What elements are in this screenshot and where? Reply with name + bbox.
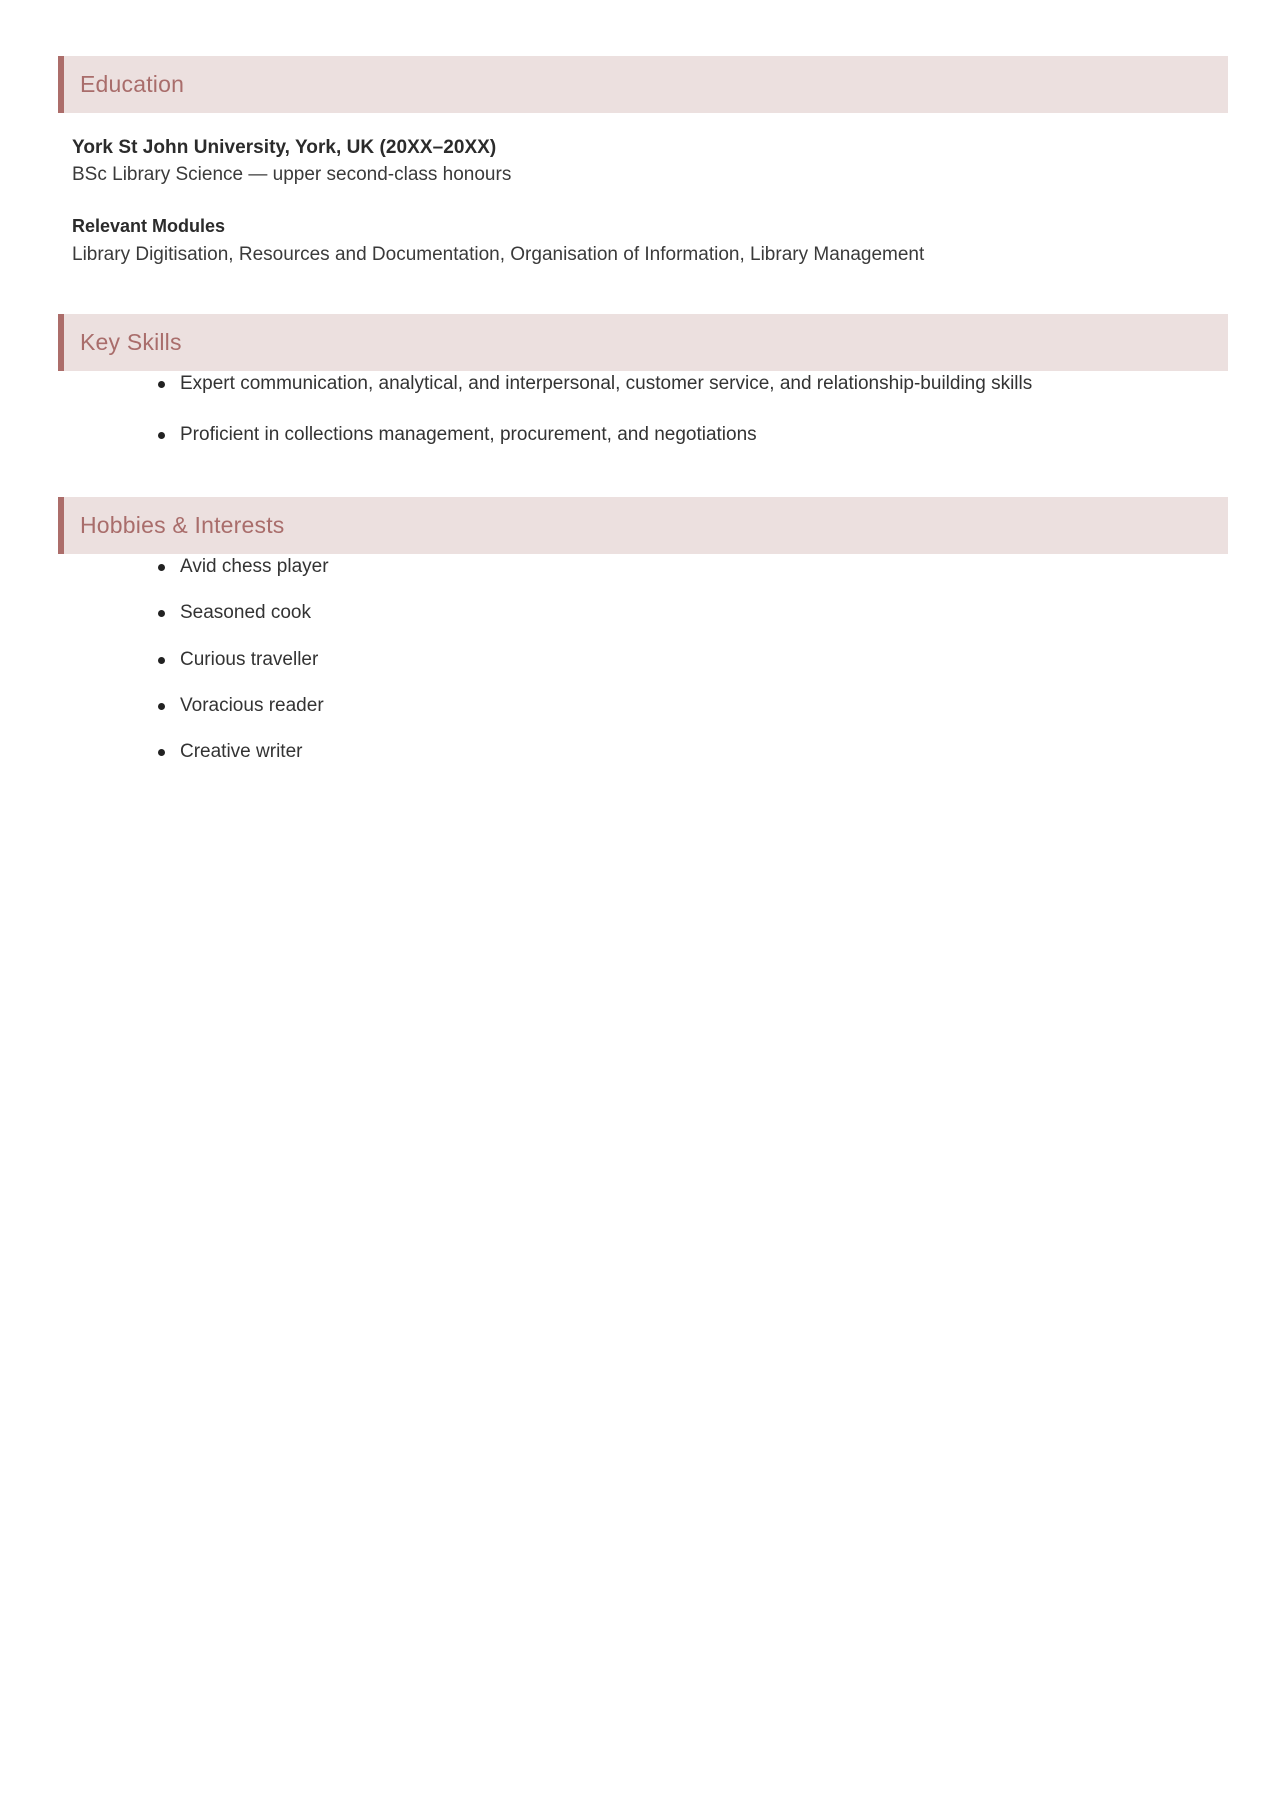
section-header-hobbies [58,497,1228,554]
list-item: Seasoned cook [140,600,1228,625]
resume-content [58,56,1228,764]
list-item: Curious traveller [140,647,1228,672]
list-item: Voracious reader [140,693,1228,718]
list-item: Creative writer [140,739,1228,764]
list-item: Proficient in collections management, procurement, and negotiations [140,422,1170,447]
section-hobbies [58,497,1228,764]
hobbies-list [58,554,1228,764]
section-education [58,56,1228,267]
education-institution: York St John University, York, UK (20XX–20XX) [72,137,497,158]
section-title-education: Education [80,71,185,97]
relevant-modules-heading: Relevant Modules [72,216,226,237]
list-item: Avid chess player [140,554,1228,579]
relevant-modules-text: Library Digitisation, Resources and Documentation, Organisation of Information, Library Management [72,243,925,265]
section-header-education [58,56,1228,113]
section-header-key-skills [58,314,1228,371]
section-title-hobbies: Hobbies & Interests [80,512,285,539]
education-degree: BSc Library Science — upper second-class honours [72,164,512,186]
key-skills-list [58,371,1228,448]
section-body-education [58,113,1228,267]
list-item: Expert communication, analytical, and interpersonal, customer service, and relationship-building skills [140,371,1170,396]
spacer-skills-hobbies [58,447,1228,497]
spacer-education-skills [58,267,1228,314]
section-key-skills [58,314,1228,448]
section-title-key-skills: Key Skills [80,328,182,355]
